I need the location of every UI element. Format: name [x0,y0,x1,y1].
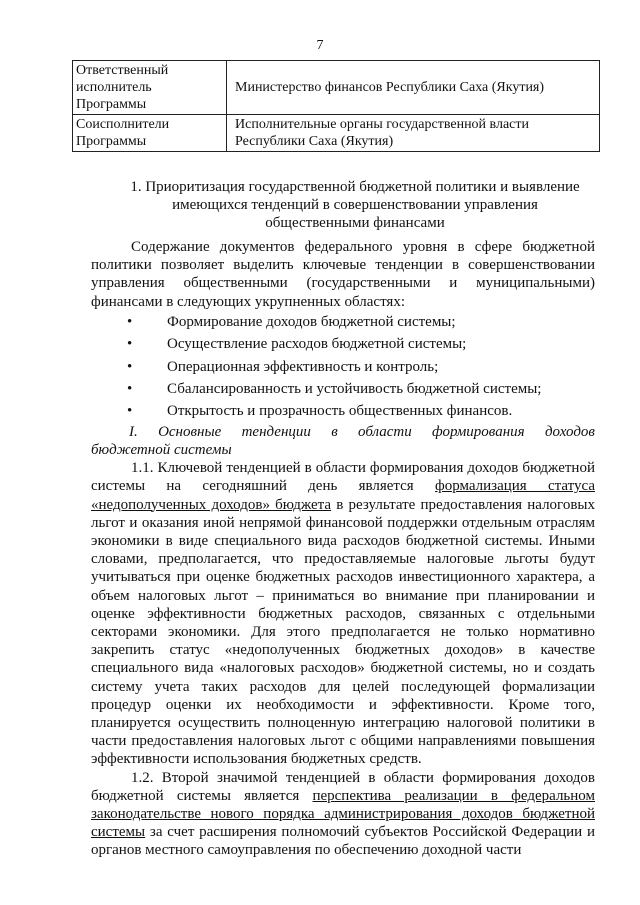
paragraph-1-1 [91,459,595,768]
subsection-word: доходов [544,423,595,440]
list-item-text: Сбалансированность и устойчивость бюджетной системы; [167,380,542,397]
list-item-text: Операционная эффективность и контроль; [167,358,439,375]
table-row [73,115,600,152]
paragraph-text: за счет расширения полномочий субъектов Российской Федерации и органов местного самоуправления по обеспечению доходной части [91,824,595,859]
list-item-text: Открытость и прозрачность общественных финансов. [167,403,513,420]
list-item [91,356,595,378]
subsection-heading-line: бюджетной системы [91,441,232,458]
heading-line: общественными финансами [265,215,445,231]
table-cell-value: Министерство финансов Республики Саха (Якутия) [227,61,600,115]
section-heading [110,178,600,232]
list-item [91,378,595,400]
underlined-text: формализация статуса «недополученных доходов» бюджета [91,478,595,513]
list-item-text: Формирование доходов бюджетной системы; [167,313,456,330]
subsection-word: Основные [158,423,222,440]
bullet-icon: • [127,403,133,420]
list-item [91,333,595,355]
document-body [91,238,595,860]
list-item-text: Осуществление расходов бюджетной системы; [167,336,467,353]
underlined-text: перспектива реализации в федеральном законодательстве нового порядка администрирования доходов бюджетной системы [91,787,595,841]
subsection-word: I. [129,423,138,440]
list-item [91,400,595,422]
list-item [91,311,595,333]
table-cell-value: Исполнительные органы государственной власти Республики Саха (Якутия) [227,115,600,152]
subsection-word: области [358,423,412,440]
table-row [73,61,600,115]
table-cell-label: Ответственный исполнитель Программы [73,61,227,115]
subsection-heading-line [91,423,595,441]
paragraph-1-2 [91,769,595,860]
subsection-heading [91,423,595,459]
bullet-icon: • [127,358,133,375]
program-info-table [72,60,600,152]
bullet-icon: • [127,336,133,353]
heading-line: имеющихся тенденций в совершенствовании управления [172,197,538,213]
page-number: 7 [316,38,324,53]
paragraph-text: в результате предоставления налоговых льгот и оказания иной непрямой финансовой поддержки отдельным отраслям экономики в виде специального вида расходов бюджетной системы. Иными словами, предполагается, что предоставляемые налоговые льготы будут учитываться при оценке бюджетных расходов инвестиционного характера, а объем налоговых льгот – приниматься во внимание при планировании и оценке эффективности бюджетных расходов, связанных с отдельными секторами экономики. Для этого предполагается не только нормативно закрепить статус «недополученных бюджетных доходов» в качестве специального вида «налоговых расходов» бюджетной системы, но и создать систему учета таких расходов для целей последующей формализации процедур оценки их необходимости и эффективности. Кроме того, планируется осуществить полноценную интеграцию налоговой политики в части предоставления налоговых льгот с общими направлениями повышения эффективности использования бюджетных средств. [91,496,596,768]
intro-paragraph: Содержание документов федерального уровня в сфере бюджетной политики позволяет выделить ключевые тенденции в совершенствовании управления общественными (государственными и муниципальными) финансами в следующих укрупненных областях: [91,239,595,310]
table-cell-label: Соисполнители Программы [73,115,227,152]
heading-line: 1. Приоритизация государственной бюджетной политики и выявление [130,179,580,195]
subsection-word: в [331,423,338,440]
bullet-icon: • [127,380,133,397]
subsection-word: тенденции [241,423,311,440]
bullet-list [91,311,595,423]
subsection-word: формирования [432,423,525,440]
bullet-icon: • [127,313,133,330]
paragraph-text: 1.1. Ключевой тенденцией в области формирования доходов бюджетной системы на сегодняшний день является [91,460,595,495]
paragraph-text: 1.2. Второй значимой тенденцией в области формирования доходов бюджетной системы является [91,769,595,804]
